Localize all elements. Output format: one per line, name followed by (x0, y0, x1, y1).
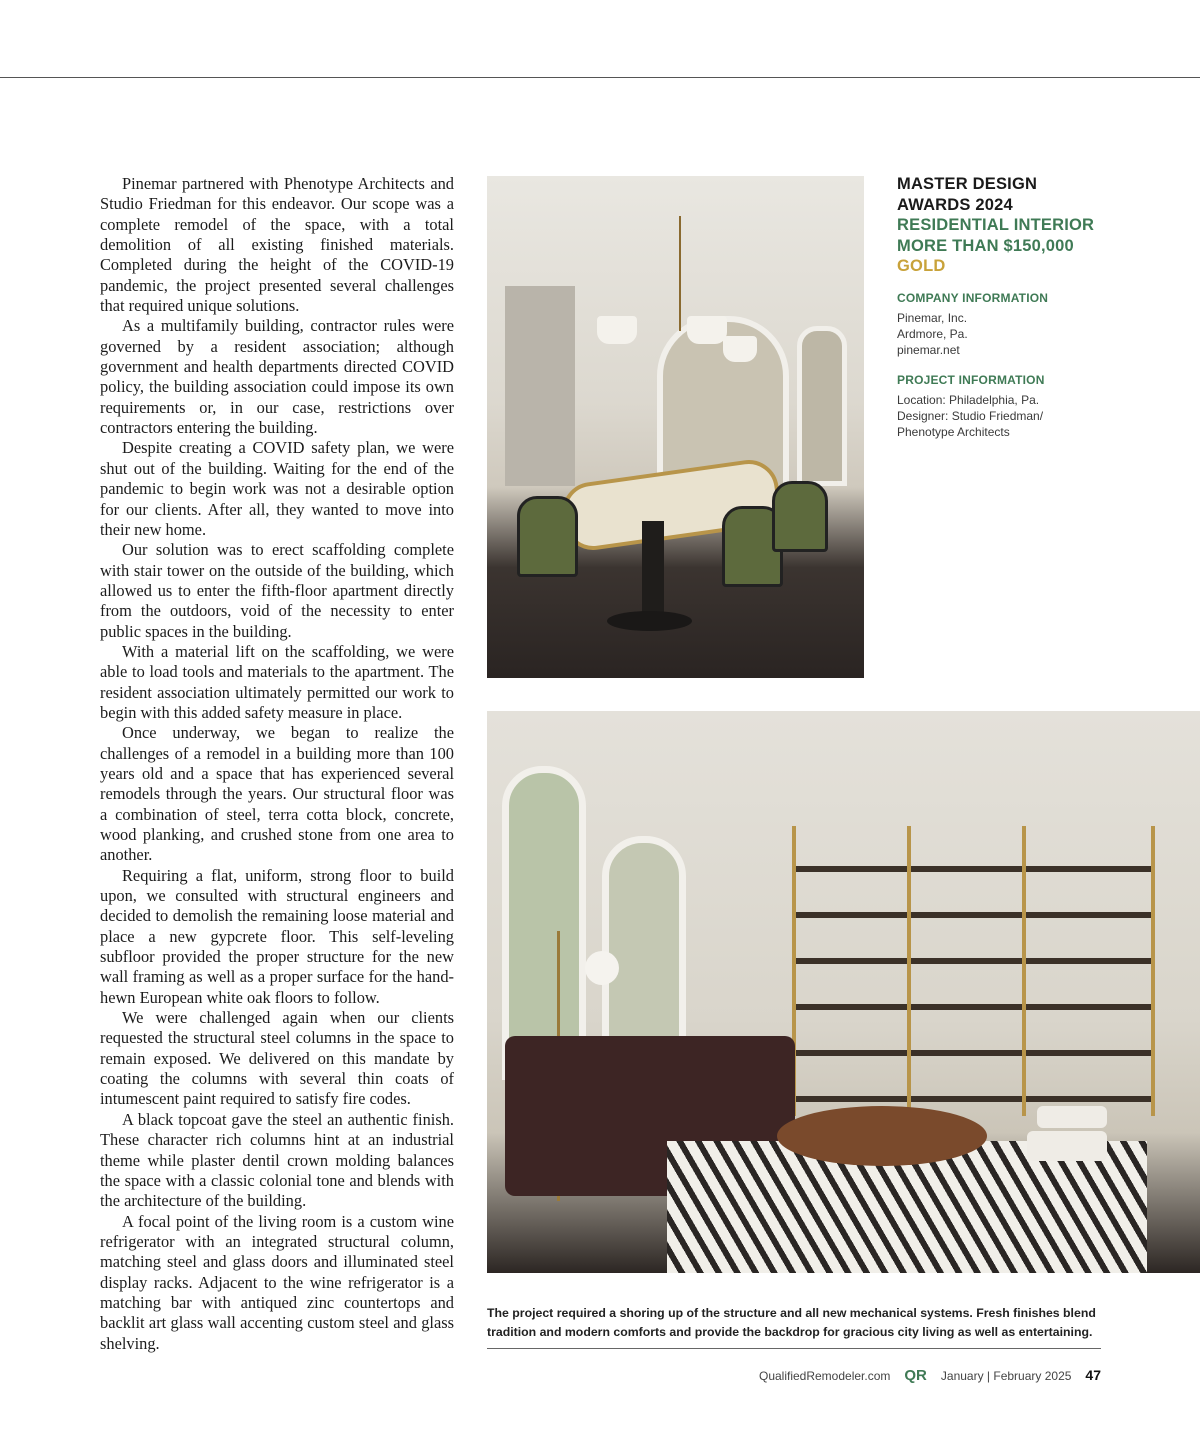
article-paragraph: As a multifamily building, contractor rules were governed by a resident association; although government and health departments directed COVID policy, the building association could impose its own requirements or, in our case, restrictions over contractors entering the building. (100, 316, 454, 438)
award-category-line2: MORE THAN $150,000 (897, 236, 1074, 255)
article-paragraph: With a material lift on the scaffolding, we were able to load tools and materials to the apartment. The resident association ultimately permitted our work to begin with this added safety measure in place. (100, 641, 454, 722)
award-title-line1: MASTER DESIGN (897, 175, 1038, 193)
company-info-heading: COMPANY INFORMATION (897, 290, 1049, 305)
shelving-alcove (505, 286, 575, 486)
article-paragraph: A focal point of the living room is a custom wine refrigerator with an integrated structural column, matching steel and glass doors and illuminated steel display racks. Adjacent to the wine refrigerator is a matching bar with antiqued zinc countertops and backlit art glass wall accenting custom steel and glass shelving. (100, 1211, 454, 1353)
lamp-shade (723, 336, 757, 362)
award-category-line1: RESIDENTIAL INTERIOR (897, 216, 1095, 234)
company-city: Ardmore, Pa. (897, 326, 968, 341)
caption-rule (487, 1348, 1101, 1349)
chair (517, 496, 578, 577)
project-designer-line2: Phenotype Architects (897, 424, 1010, 439)
article-paragraph: Pinemar partnered with Phenotype Architects and Studio Friedman for this endeavor. Our scope was a complete remodel of the space, with a total demolition of all existing finished materials. Completed during the height of the COVID-19 pandemic, the project presented several challenges that required unique solutions. (100, 174, 454, 316)
project-info-heading: PROJECT INFORMATION (897, 372, 1045, 387)
table-pedestal (642, 521, 664, 621)
page-footer (759, 1367, 1101, 1384)
lamp-shade (687, 316, 727, 344)
stool (1037, 1106, 1107, 1128)
photo-caption: The project required a shoring up of the structure and all new mechanical systems. Fresh finishes blend tradition and modern comforts and provide the backdrop for gracious city living as well as entertaining. (487, 1306, 1096, 1339)
living-room-photo (487, 711, 1200, 1273)
lamp-shade (597, 316, 637, 344)
arched-window (502, 766, 586, 1080)
article-paragraph: A black topcoat gave the steel an authentic finish. These character rich columns hint at an industrial theme while plaster dentil crown molding balances the space with a classic colonial tone and blends with the architecture of the building. (100, 1109, 454, 1211)
award-sidebar (897, 174, 1157, 440)
arched-window (602, 836, 686, 1070)
page-number: 47 (1085, 1367, 1101, 1383)
project-location: Location: Philadelphia, Pa. (897, 392, 1040, 407)
chair (772, 481, 828, 552)
shelf-upright (1022, 826, 1026, 1116)
award-level: GOLD (897, 257, 946, 275)
footer-issue: January | February 2025 (940, 1369, 1072, 1383)
table-base (607, 611, 692, 631)
globe-lamp (585, 951, 619, 985)
award-title-line2: AWARDS 2024 (897, 195, 1013, 214)
coffee-table (777, 1106, 987, 1166)
dining-room-photo (487, 176, 864, 678)
stool (1027, 1131, 1107, 1161)
chandelier-rod (679, 216, 681, 331)
company-name: Pinemar, Inc. (897, 310, 968, 325)
footer-site: QualifiedRemodeler.com (758, 1369, 891, 1383)
magazine-logo: QR (904, 1367, 927, 1384)
top-rule (0, 77, 1200, 78)
article-paragraph: Our solution was to erect scaffolding complete with stair tower on the outside of the building, which allowed us to enter the fifth-floor apartment directly from the outdoors, void of the necessity to enter public spaces in the building. (100, 540, 454, 641)
article-paragraph: Once underway, we began to realize the challenges of a remodel in a building more than 100 years old and a space that has experienced several remodels through the years. Our structural floor was a combination of steel, terra cotta block, concrete, wood planking, and crushed stone from one area to another. (100, 723, 454, 865)
company-website: pinemar.net (897, 342, 960, 357)
article-body (100, 174, 454, 1354)
arched-window (797, 326, 847, 486)
article-paragraph: We were challenged again when our clients requested the structural steel columns in the space to remain exposed. We delivered on this mandate by coating the columns with several thin coats of intumescent paint required to satisfy fire codes. (100, 1008, 454, 1109)
brass-shelving (792, 826, 1155, 1116)
article-paragraph: Requiring a flat, uniform, strong floor to build upon, we consulted with structural engineers and decided to demolish the remaining loose material and place a new gypcrete floor. This self-leveling subfloor provided the proper structure for the new wall framing as well as a proper surface for the hand-hewn European white oak floors to follow. (100, 865, 454, 1007)
article-paragraph: Despite creating a COVID safety plan, we were shut out of the building. Waiting for the end of the pandemic to begin work was not a desirable option for our clients. After all, they wanted to move into their new home. (100, 438, 454, 539)
project-designer-line1: Designer: Studio Friedman/ (897, 408, 1044, 423)
shelf-upright (907, 826, 911, 1116)
